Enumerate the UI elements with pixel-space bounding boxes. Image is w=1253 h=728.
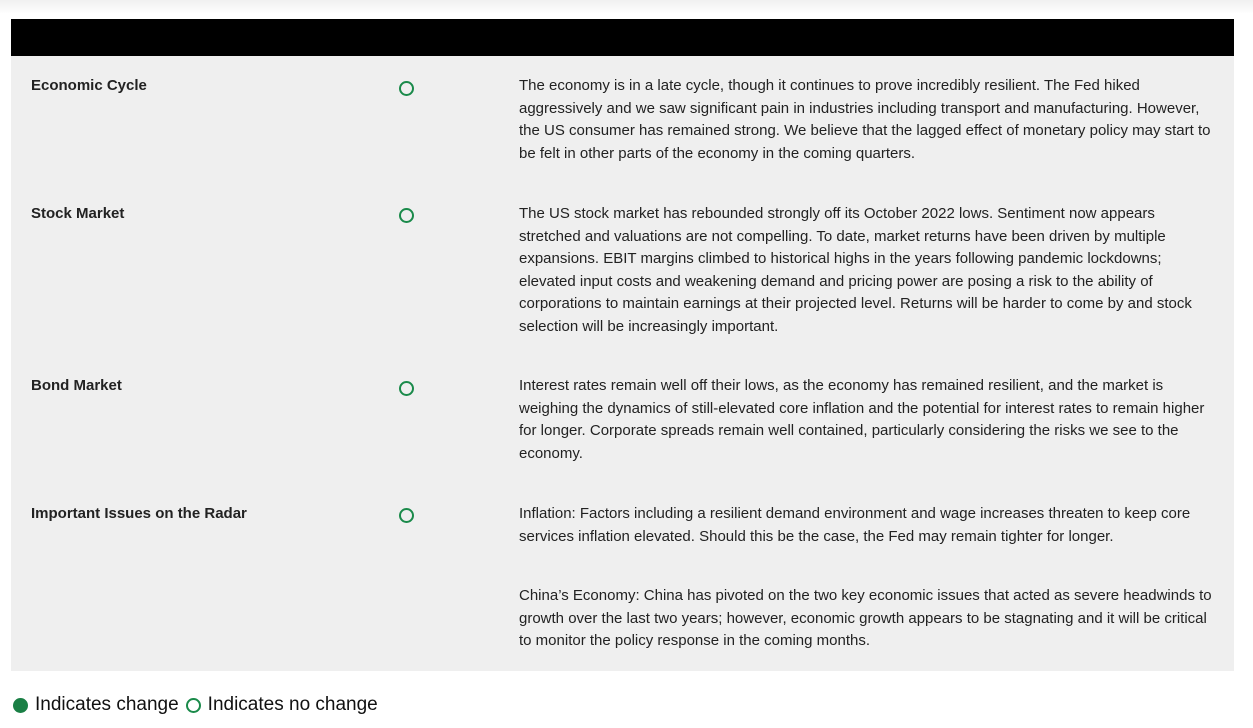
no-change-indicator-icon — [186, 698, 201, 713]
legend-no-change-label: Indicates no change — [207, 694, 378, 715]
legend — [13, 693, 378, 717]
no-change-indicator-icon — [399, 508, 414, 523]
top-shadow — [0, 0, 1253, 14]
row-label-important-issues: Important Issues on the Radar — [31, 505, 247, 522]
row-description-stock-market: The US stock market has rebounded strongly off its October 2022 lows. Sentiment now appears stretched and valuations are not compelling. To date, market returns have been driven by multiple expansions. EBIT margins climbed to historical highs in the years following pandemic lockdowns; elevated input costs and weakening demand and pricing power are posing a risk to the ability of corporations to maintain earnings at their projected level. Returns will be harder to come by and stock selection will be increasingly important. — [519, 205, 1192, 335]
row-label-economic-cycle: Economic Cycle — [31, 77, 147, 94]
table-header-bar — [11, 19, 1234, 56]
change-indicator-icon — [13, 698, 28, 713]
row-description-china-economy: China’s Economy: China has pivoted on the two key economic issues that acted as severe headwinds to growth over the last two years; however, economic growth appears to be stagnating and it will be critical to monitor the policy response in the coming months. — [519, 587, 1212, 649]
row-description-inflation: Inflation: Factors including a resilient demand environment and wage increases threaten to keep core services inflation elevated. Should this be the case, the Fed may remain tighter for longer. — [519, 505, 1191, 545]
row-description-economic-cycle: The economy is in a late cycle, though it continues to prove incredibly resilient. The Fed hiked aggressively and we saw significant pain in industries including transport and manufacturing. However, the US consumer has remained strong. We believe that the lagged effect of monetary policy may start to be felt in other parts of the economy in the coming quarters. — [519, 77, 1211, 162]
no-change-indicator-icon — [399, 381, 414, 396]
no-change-indicator-icon — [399, 81, 414, 96]
row-description-bond-market: Interest rates remain well off their lows, as the economy has remained resilient, and the market is weighing the dynamics of still-elevated core inflation and the potential for interest rates to remain higher for longer. Corporate spreads remain well contained, particularly considering the risks we see to the economy. — [519, 377, 1205, 462]
no-change-indicator-icon — [399, 208, 414, 223]
legend-change-label: Indicates change — [35, 694, 179, 715]
market-outlook-table — [11, 19, 1234, 671]
row-label-bond-market: Bond Market — [31, 377, 122, 394]
row-label-stock-market: Stock Market — [31, 205, 125, 222]
